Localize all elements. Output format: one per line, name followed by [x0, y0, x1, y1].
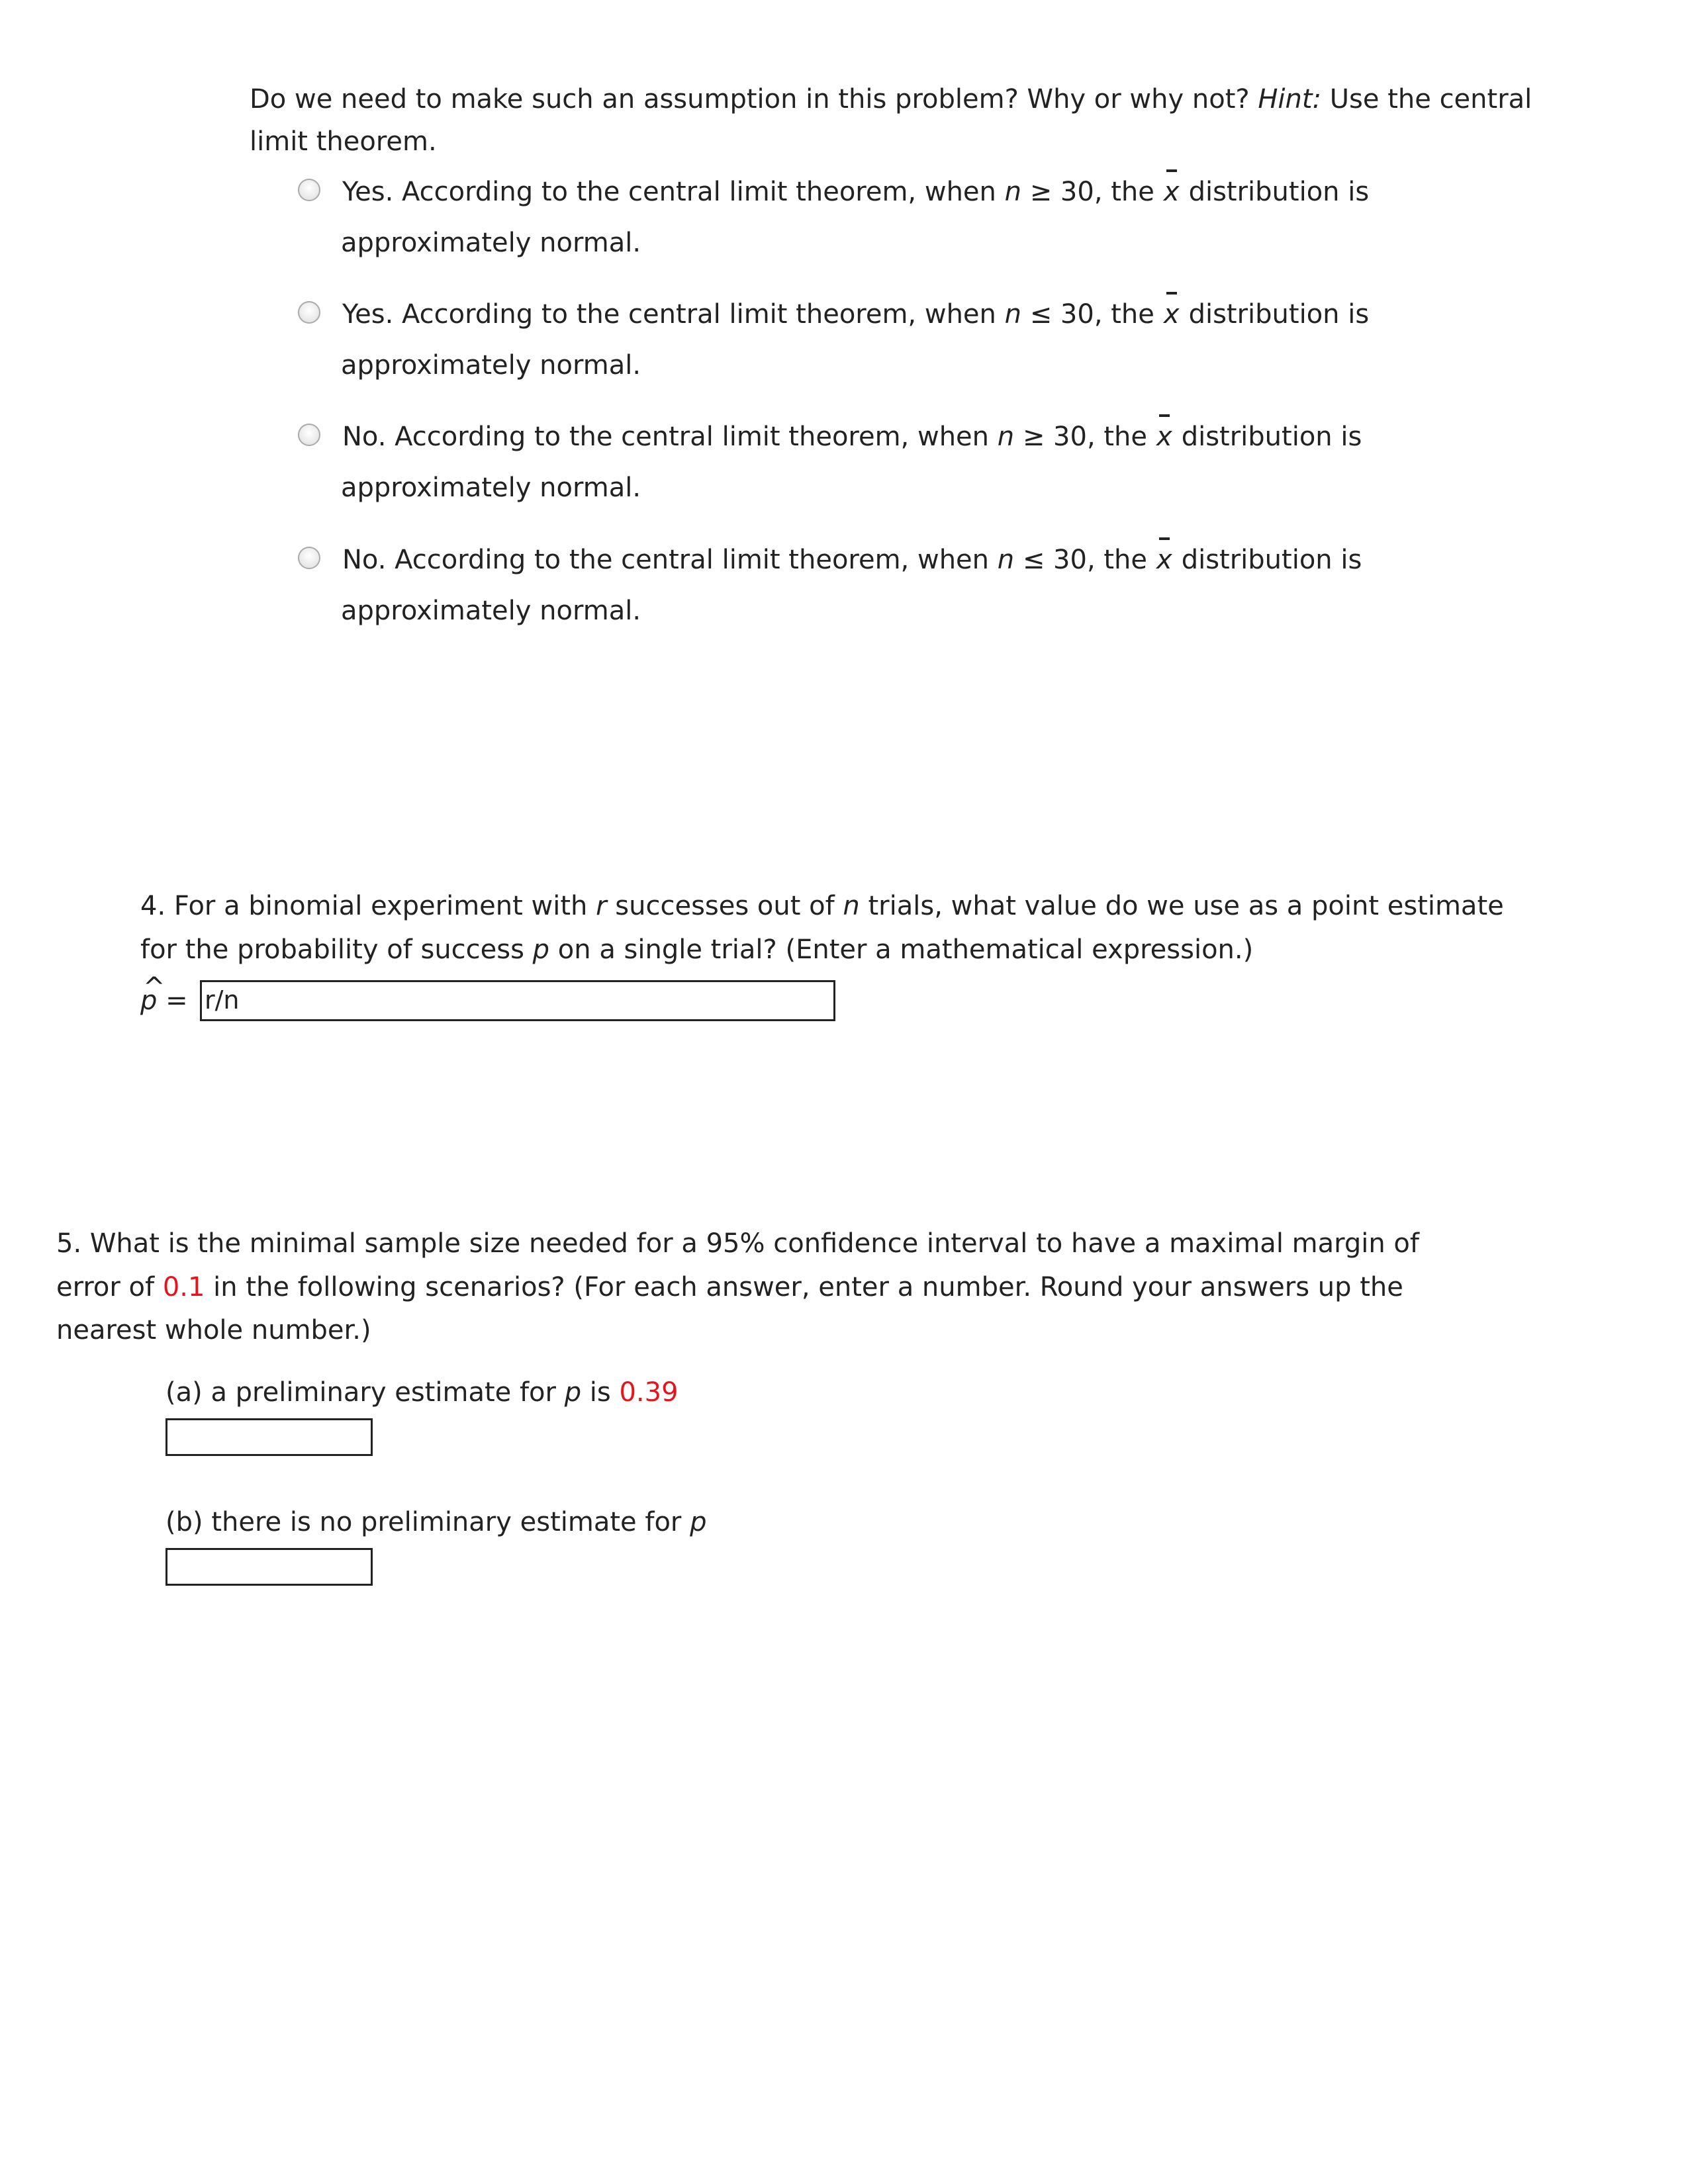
q5-text-line2: error of 0.1 in the following scenarios? (For each answer, enter a number. Round your answers up the	[56, 1272, 1403, 1302]
option-label-cont: approximately normal.	[341, 228, 641, 258]
q5a-input[interactable]	[165, 1418, 373, 1456]
radio-option-1[interactable]	[298, 179, 320, 201]
text: Use the central	[1329, 84, 1532, 114]
phat-label: ^ p =	[140, 985, 188, 1017]
phat-input[interactable]: r/n	[200, 980, 835, 1021]
option-label: Yes. According to the central limit theorem, when n ≤ 30, the x distribution is	[342, 299, 1370, 330]
option-label: No. According to the central limit theorem, when n ≥ 30, the x distribution is	[342, 422, 1362, 452]
text: Do we need to make such an assumption in this problem? Why or why not?	[250, 84, 1250, 114]
q5b-label: (b) there is no preliminary estimate for p	[165, 1507, 707, 1537]
option-label-cont: approximately normal.	[341, 596, 641, 626]
radio-option-4[interactable]	[298, 547, 320, 569]
q4-text-line2: for the probability of success p on a single trial? (Enter a mathematical expression.)	[140, 934, 1254, 965]
option-label: No. According to the central limit theorem, when n ≤ 30, the x distribution is	[342, 545, 1362, 575]
radio-option-2[interactable]	[298, 301, 320, 324]
margin-value: 0.1	[162, 1272, 205, 1302]
q3-text-line1	[250, 83, 1532, 115]
q5-text-line3: nearest whole number.)	[56, 1315, 371, 1345]
q4-text-line1: 4. For a binomial experiment with r successes out of n trials, what value do we use as a point estimate	[140, 891, 1504, 921]
q5-text-line1: 5. What is the minimal sample size needed for a 95% confidence interval to have a maximal margin of	[56, 1228, 1419, 1259]
q5b-input[interactable]	[165, 1548, 373, 1586]
option-label: Yes. According to the central limit theorem, when n ≥ 30, the x distribution is	[342, 177, 1370, 207]
hint-label: Hint:	[1258, 84, 1322, 114]
radio-option-3[interactable]	[298, 424, 320, 446]
q3-text-line2: limit theorem.	[250, 126, 437, 157]
option-label-cont: approximately normal.	[341, 473, 641, 503]
q5a-label: (a) a preliminary estimate for p is 0.39	[165, 1377, 679, 1408]
option-label-cont: approximately normal.	[341, 350, 641, 381]
estimate-value: 0.39	[619, 1377, 679, 1408]
